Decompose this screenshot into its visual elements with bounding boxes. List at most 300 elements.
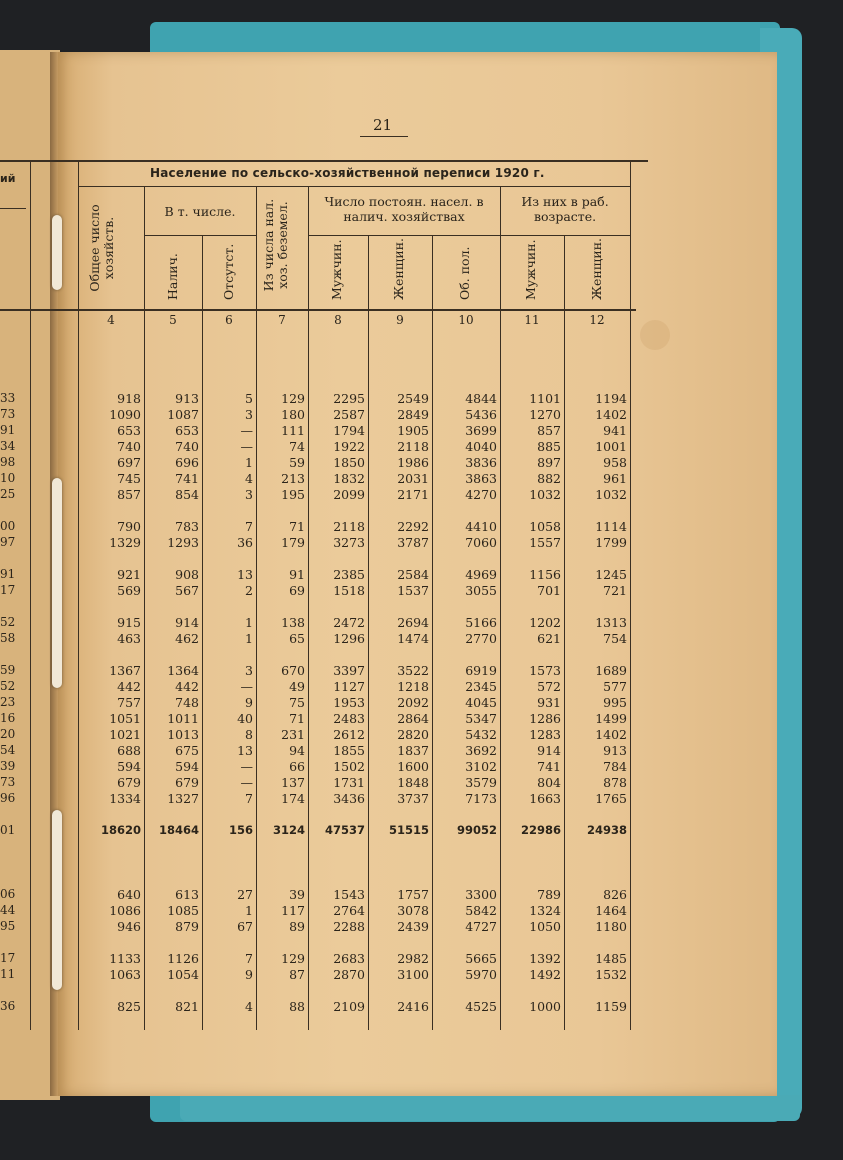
table-cell: 679 <box>175 775 199 790</box>
table-cell: 1499 <box>595 711 627 726</box>
table-cell: 2385 <box>333 567 365 582</box>
group-header-chislo-postoyan: Число постоян. насел. в налич. хозяйствах <box>324 194 484 224</box>
table-cell: 3397 <box>333 663 365 678</box>
table-cell: 1090 <box>109 407 141 422</box>
column-divider <box>630 160 631 1030</box>
table-cell: 18464 <box>158 823 199 837</box>
column-number: 12 <box>589 313 605 327</box>
table-cell: 1013 <box>167 727 199 742</box>
table-cell: 1364 <box>167 663 199 678</box>
table-cell: 13 <box>237 567 253 582</box>
table-cell: 675 <box>175 743 199 758</box>
table-cell: 1794 <box>333 423 365 438</box>
table-cell: 129 <box>281 391 305 406</box>
left-edge-cell: 58 <box>0 631 16 645</box>
column-number: 4 <box>107 313 115 327</box>
table-cell: 854 <box>175 487 199 502</box>
table-cell: 1270 <box>529 407 561 422</box>
table-cell: 1101 <box>529 391 561 406</box>
table-cell: 2439 <box>397 919 429 934</box>
table-cell: 137 <box>281 775 305 790</box>
table-cell: 1757 <box>397 887 429 902</box>
table-cell: 567 <box>175 583 199 598</box>
group-rule-chislo <box>308 235 500 236</box>
table-cell: 66 <box>289 759 305 774</box>
table-cell: 1296 <box>333 631 365 646</box>
table-cell: 2694 <box>397 615 429 630</box>
column-number: 7 <box>278 313 286 327</box>
table-cell: 195 <box>281 487 305 502</box>
table-cell: — <box>240 423 253 438</box>
table-cell: 826 <box>603 887 627 902</box>
table-cell: 9 <box>245 967 253 982</box>
table-cell: 99052 <box>456 823 497 837</box>
table-cell: 2292 <box>397 519 429 534</box>
left-edge-cell: 17 <box>0 583 16 597</box>
table-cell: 931 <box>537 695 561 710</box>
table-cell: 897 <box>537 455 561 470</box>
table-cell: 47537 <box>324 823 365 837</box>
table-cell: 1283 <box>529 727 561 742</box>
table-cell: 87 <box>289 967 305 982</box>
super-header-rule <box>78 186 630 187</box>
table-cell: 1905 <box>397 423 429 438</box>
table-cell: 13 <box>237 743 253 758</box>
binding-thread <box>52 215 62 290</box>
table-cell: 1464 <box>595 903 627 918</box>
table-cell: 179 <box>281 535 305 550</box>
table-cell: 180 <box>281 407 305 422</box>
table-cell: 2849 <box>397 407 429 422</box>
table-cell: 5347 <box>465 711 497 726</box>
table-cell: 577 <box>603 679 627 694</box>
table-cell: 1832 <box>333 471 365 486</box>
table-cell: 9 <box>245 695 253 710</box>
left-edge-cell: 01 <box>0 823 16 837</box>
table-cell: 2031 <box>397 471 429 486</box>
table-cell: 4 <box>245 999 253 1014</box>
table-cell: 1518 <box>333 583 365 598</box>
table-cell: 3273 <box>333 535 365 550</box>
left-edge-cell: 97 <box>0 535 16 549</box>
table-cell: 1133 <box>109 951 141 966</box>
column-number: 8 <box>334 313 342 327</box>
table-cell: 1087 <box>167 407 199 422</box>
left-edge-cell: 44 <box>0 903 16 917</box>
table-cell: 4727 <box>465 919 497 934</box>
table-cell: 2820 <box>397 727 429 742</box>
column-number: 5 <box>169 313 177 327</box>
table-cell: 2683 <box>333 951 365 966</box>
table-cell: 1000 <box>529 999 561 1014</box>
table-cell: 442 <box>117 679 141 694</box>
table-cell: 1502 <box>333 759 365 774</box>
table-cell: 2099 <box>333 487 365 502</box>
table-cell: 3300 <box>465 887 497 902</box>
table-cell: 3 <box>245 487 253 502</box>
left-edge-cell: 91 <box>0 567 16 581</box>
table-cell: 946 <box>117 919 141 934</box>
column-divider <box>30 160 31 1030</box>
table-cell: 825 <box>117 999 141 1014</box>
table-cell: 65 <box>289 631 305 646</box>
table-cell: 1086 <box>109 903 141 918</box>
table-cell: 790 <box>117 519 141 534</box>
table-cell: 908 <box>175 567 199 582</box>
table-cell: 4045 <box>465 695 497 710</box>
table-cell: 2864 <box>397 711 429 726</box>
table-cell: 1765 <box>595 791 627 806</box>
table-cell: 1327 <box>167 791 199 806</box>
table-cell: 3699 <box>465 423 497 438</box>
left-edge-cell: 06 <box>0 887 16 901</box>
table-cell: 3055 <box>465 583 497 598</box>
table-cell: 1032 <box>529 487 561 502</box>
table-cell: 2764 <box>333 903 365 918</box>
group-header-v-t-chisle: В т. числе. <box>164 204 236 219</box>
left-edge-cell: 33 <box>0 391 16 405</box>
left-edge-cell: 25 <box>0 487 16 501</box>
table-cell: 1663 <box>529 791 561 806</box>
table-cell: 69 <box>289 583 305 598</box>
table-cell: 740 <box>117 439 141 454</box>
table-cell: 4 <box>245 471 253 486</box>
table-cell: 1 <box>245 903 253 918</box>
table-cell: 4270 <box>465 487 497 502</box>
table-cell: 88 <box>289 999 305 1014</box>
table-cell: 783 <box>175 519 199 534</box>
column-header-total-households: Общее число хозяйств. <box>87 204 116 292</box>
left-edge-header: ий <box>0 172 16 185</box>
table-cell: 882 <box>537 471 561 486</box>
table-cell: 462 <box>175 631 199 646</box>
table-cell: 3522 <box>397 663 429 678</box>
left-edge-cell: 36 <box>0 999 16 1013</box>
table-cell: 7173 <box>465 791 497 806</box>
table-cell: — <box>240 759 253 774</box>
table-cell: 1334 <box>109 791 141 806</box>
table-cell: 27 <box>237 887 253 902</box>
table-cell: 3692 <box>465 743 497 758</box>
table-cell: 1731 <box>333 775 365 790</box>
table-cell: 878 <box>603 775 627 790</box>
table-cell: 7060 <box>465 535 497 550</box>
table-cell: 1537 <box>397 583 429 598</box>
table-cell: 857 <box>117 487 141 502</box>
column-header-absent: Отсутст. <box>221 243 236 300</box>
left-edge-cell: 00 <box>0 519 16 533</box>
table-cell: 1063 <box>109 967 141 982</box>
table-cell: 2171 <box>397 487 429 502</box>
table-cell: 748 <box>175 695 199 710</box>
table-cell: 2345 <box>465 679 497 694</box>
table-cell: 442 <box>175 679 199 694</box>
table-cell: 1848 <box>397 775 429 790</box>
table-cell: 213 <box>281 471 305 486</box>
table-cell: 3436 <box>333 791 365 806</box>
table-cell: 789 <box>537 887 561 902</box>
header-bottom-rule <box>0 309 636 311</box>
table-cell: 1837 <box>397 743 429 758</box>
left-edge-cell: 73 <box>0 775 16 789</box>
table-cell: 1202 <box>529 615 561 630</box>
table-cell: 1557 <box>529 535 561 550</box>
table-cell: 8 <box>245 727 253 742</box>
table-cell: 1329 <box>109 535 141 550</box>
table-cell: 2288 <box>333 919 365 934</box>
left-edge-cell: 16 <box>0 711 16 725</box>
table-cell: 4040 <box>465 439 497 454</box>
table-cell: 40 <box>237 711 253 726</box>
table-cell: 2549 <box>397 391 429 406</box>
table-cell: 4844 <box>465 391 497 406</box>
left-edge-cell: 98 <box>0 455 16 469</box>
table-top-rule <box>0 160 648 162</box>
table-cell: 138 <box>281 615 305 630</box>
table-cell: 67 <box>237 919 253 934</box>
table-cell: 2870 <box>333 967 365 982</box>
table-cell: 3 <box>245 663 253 678</box>
table-cell: 7 <box>245 951 253 966</box>
table-cell: 1600 <box>397 759 429 774</box>
table-cell: 1324 <box>529 903 561 918</box>
table-cell: — <box>240 679 253 694</box>
table-cell: 1313 <box>595 615 627 630</box>
table-cell: 857 <box>537 423 561 438</box>
table-cell: 701 <box>537 583 561 598</box>
table-cell: 2612 <box>333 727 365 742</box>
table-cell: 7 <box>245 519 253 534</box>
table-cell: 91 <box>289 567 305 582</box>
left-edge-cell: 17 <box>0 951 16 965</box>
table-cell: 1021 <box>109 727 141 742</box>
table-cell: 463 <box>117 631 141 646</box>
table-cell: 594 <box>117 759 141 774</box>
table-cell: 71 <box>289 519 305 534</box>
table-cell: 1922 <box>333 439 365 454</box>
table-cell: 3100 <box>397 967 429 982</box>
table-cell: 2584 <box>397 567 429 582</box>
column-header-working-men: Мужчин. <box>523 239 538 300</box>
left-edge-cell: 91 <box>0 423 16 437</box>
table-cell: 2982 <box>397 951 429 966</box>
left-edge-cell: 59 <box>0 663 16 677</box>
table-cell: 696 <box>175 455 199 470</box>
table-cell: 2118 <box>333 519 365 534</box>
table-cell: 1054 <box>167 967 199 982</box>
table-cell: — <box>240 439 253 454</box>
table-cell: 3124 <box>272 823 305 837</box>
table-cell: 1 <box>245 631 253 646</box>
table-cell: 117 <box>281 903 305 918</box>
table-cell: 39 <box>289 887 305 902</box>
table-cell: 5970 <box>465 967 497 982</box>
left-edge-cell: 52 <box>0 679 16 693</box>
table-cell: 1156 <box>529 567 561 582</box>
table-cell: 2295 <box>333 391 365 406</box>
table-cell: 921 <box>117 567 141 582</box>
table-cell: 1085 <box>167 903 199 918</box>
page-number-rule <box>360 136 408 137</box>
table-cell: 24938 <box>586 823 627 837</box>
table-cell: 821 <box>175 999 199 1014</box>
table-cell: 4410 <box>465 519 497 534</box>
table-cell: 915 <box>117 615 141 630</box>
table-cell: 721 <box>603 583 627 598</box>
table-cell: 1855 <box>333 743 365 758</box>
table-cell: 1127 <box>333 679 365 694</box>
left-edge-cell: 34 <box>0 439 16 453</box>
table-cell: 3078 <box>397 903 429 918</box>
table-cell: 1293 <box>167 535 199 550</box>
table-cell: 1953 <box>333 695 365 710</box>
paper-stain <box>640 320 670 350</box>
column-header-landless: Из числа нал. хоз. беземел. <box>261 198 290 292</box>
binder-cover-bottom <box>180 1095 800 1121</box>
table-cell: 1001 <box>595 439 627 454</box>
table-cell: 2092 <box>397 695 429 710</box>
left-edge-rule <box>0 208 26 209</box>
table-cell: 1 <box>245 455 253 470</box>
table-cell: 3 <box>245 407 253 422</box>
table-cell: 6919 <box>465 663 497 678</box>
table-cell: 613 <box>175 887 199 902</box>
table-cell: 75 <box>289 695 305 710</box>
column-header-present: Налич. <box>165 253 180 300</box>
table-cell: 1850 <box>333 455 365 470</box>
table-cell: 111 <box>281 423 305 438</box>
table-cell: 918 <box>117 391 141 406</box>
table-cell: 913 <box>175 391 199 406</box>
table-cell: 1180 <box>595 919 627 934</box>
table-cell: 1286 <box>529 711 561 726</box>
table-cell: 1492 <box>529 967 561 982</box>
table-cell: 51515 <box>388 823 429 837</box>
table-cell: 5432 <box>465 727 497 742</box>
table-cell: 1245 <box>595 567 627 582</box>
table-cell: 1474 <box>397 631 429 646</box>
left-edge-cell: 39 <box>0 759 16 773</box>
table-cell: 1573 <box>529 663 561 678</box>
table-cell: 804 <box>537 775 561 790</box>
table-cell: 569 <box>117 583 141 598</box>
table-cell: 5842 <box>465 903 497 918</box>
table-cell: 653 <box>175 423 199 438</box>
table-cell: 1485 <box>595 951 627 966</box>
table-cell: 3863 <box>465 471 497 486</box>
table-cell: 1218 <box>397 679 429 694</box>
table-cell: 1114 <box>595 519 627 534</box>
group-header-iz-nikh: Из них в раб. возрасте. <box>521 194 609 224</box>
column-number: 11 <box>524 313 540 327</box>
table-super-header: Население по сельско-хозяйственной переписи 1920 г. <box>150 166 545 180</box>
table-cell: 59 <box>289 455 305 470</box>
table-cell: — <box>240 775 253 790</box>
table-cell: 2 <box>245 583 253 598</box>
table-cell: 1032 <box>595 487 627 502</box>
column-number: 10 <box>458 313 474 327</box>
table-cell: 640 <box>117 887 141 902</box>
table-cell: 2416 <box>397 999 429 1014</box>
column-header-men: Мужчин. <box>329 239 344 300</box>
table-cell: 1050 <box>529 919 561 934</box>
table-cell: 3737 <box>397 791 429 806</box>
table-cell: 1126 <box>167 951 199 966</box>
left-edge-cell: 10 <box>0 471 16 485</box>
table-cell: 913 <box>603 743 627 758</box>
table-cell: 757 <box>117 695 141 710</box>
table-cell: 36 <box>237 535 253 550</box>
table-cell: 572 <box>537 679 561 694</box>
table-cell: 49 <box>289 679 305 694</box>
table-cell: 89 <box>289 919 305 934</box>
table-cell: 741 <box>537 759 561 774</box>
table-cell: 1058 <box>529 519 561 534</box>
table-cell: 1367 <box>109 663 141 678</box>
table-cell: 18620 <box>100 823 141 837</box>
table-cell: 958 <box>603 455 627 470</box>
table-cell: 885 <box>537 439 561 454</box>
table-cell: 1402 <box>595 407 627 422</box>
table-cell: 7 <box>245 791 253 806</box>
table-cell: 5665 <box>465 951 497 966</box>
table-cell: 4525 <box>465 999 497 1014</box>
column-number: 9 <box>396 313 404 327</box>
table-cell: 1543 <box>333 887 365 902</box>
table-cell: 5436 <box>465 407 497 422</box>
table-cell: 1532 <box>595 967 627 982</box>
table-cell: 914 <box>537 743 561 758</box>
table-cell: 71 <box>289 711 305 726</box>
left-edge-cell: 54 <box>0 743 16 757</box>
group-rule-v-t-chisle <box>144 235 256 236</box>
table-cell: 745 <box>117 471 141 486</box>
table-cell: 5 <box>245 391 253 406</box>
table-cell: 74 <box>289 439 305 454</box>
table-cell: 1011 <box>167 711 199 726</box>
table-cell: 754 <box>603 631 627 646</box>
table-cell: 670 <box>281 663 305 678</box>
table-cell: 879 <box>175 919 199 934</box>
table-cell: 697 <box>117 455 141 470</box>
table-cell: 3836 <box>465 455 497 470</box>
table-cell: 2770 <box>465 631 497 646</box>
column-number: 6 <box>225 313 233 327</box>
table-cell: 741 <box>175 471 199 486</box>
table-cell: 3102 <box>465 759 497 774</box>
table-cell: 1051 <box>109 711 141 726</box>
left-edge-cell: 95 <box>0 919 16 933</box>
table-cell: 740 <box>175 439 199 454</box>
table-cell: 2109 <box>333 999 365 1014</box>
table-cell: 174 <box>281 791 305 806</box>
table-cell: 5166 <box>465 615 497 630</box>
page-number: 21 <box>373 116 393 134</box>
table-cell: 2587 <box>333 407 365 422</box>
table-cell: 1159 <box>595 999 627 1014</box>
table-cell: 1392 <box>529 951 561 966</box>
left-edge-cell: 23 <box>0 695 16 709</box>
table-cell: 4969 <box>465 567 497 582</box>
table-cell: 784 <box>603 759 627 774</box>
table-cell: 129 <box>281 951 305 966</box>
table-cell: 995 <box>603 695 627 710</box>
table-cell: 22986 <box>520 823 561 837</box>
left-edge-cell: 20 <box>0 727 16 741</box>
table-cell: 621 <box>537 631 561 646</box>
table-cell: 1799 <box>595 535 627 550</box>
left-edge-cell: 73 <box>0 407 16 421</box>
